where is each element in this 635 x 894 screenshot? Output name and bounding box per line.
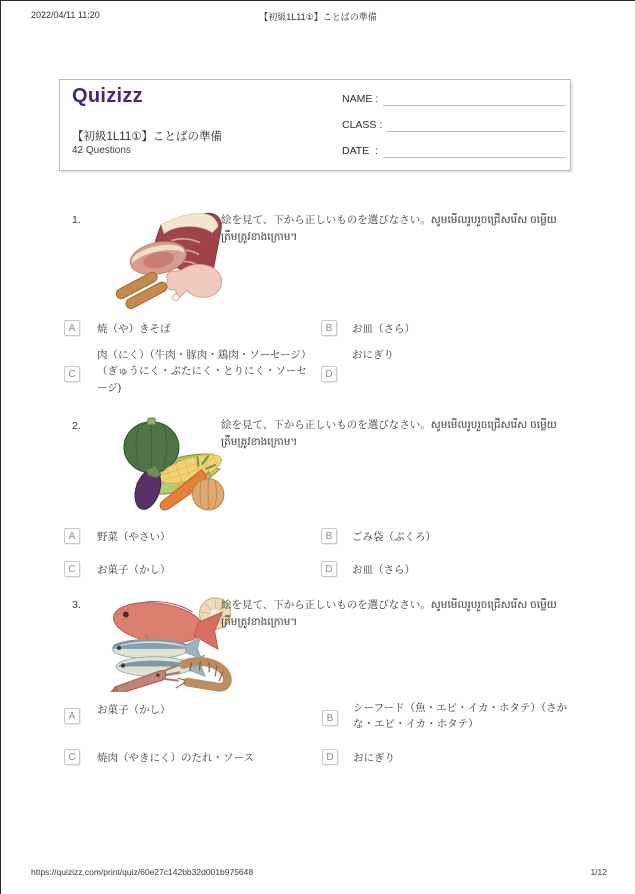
question-3-prompt: 絵を見て、下から正しいものを選びなさい。សូមមើលរូបរួចជ្រើសរើស ចម្លើយត្រឹមត្រូវខាងក្រោម។ [221, 599, 557, 628]
print-footer-url: https://quizizz.com/print/quiz/60e27c142bb32d001b975648 [31, 867, 254, 877]
vegetables-illustration [107, 415, 235, 513]
question-1-option-c-text: 肉（にく）（牛肉・豚肉・鶏肉・ソーセージ）（ぎゅうにく・ぶたにく・とりにく・ソーセージ) [97, 349, 307, 394]
question-3-option-a-letter: A [64, 708, 80, 724]
date-write-line [383, 148, 565, 158]
question-1-option-b-letter: B [321, 320, 337, 336]
question-2-number: 2. [72, 420, 81, 432]
class-write-line [387, 122, 565, 132]
question-3-option-c-text: 焼肉（やきにく）のたれ・ソース [97, 752, 254, 764]
class-label: CLASS : [342, 118, 383, 131]
meat-illustration [107, 211, 235, 309]
question-1-option-d-text: おにぎり [352, 349, 394, 361]
question-1-option-d-letter: D [321, 366, 337, 382]
question-1-option-a-text: 焼（や）きそば [97, 323, 171, 335]
print-timestamp: 2022/04/11 11:20 [31, 10, 100, 20]
question-2-option-b-text: ごみ袋（ぶくろ） [352, 531, 436, 543]
question-2-prompt: 絵を見て、下から正しいものを選びなさい。សូមមើលរូបរួចជ្រើសរើស ចម្លើយត្រឹមត្រូវខាងក្រោម។ [221, 419, 557, 448]
quizizz-logo: Quizizz [72, 85, 143, 107]
question-3-option-d-letter: D [322, 749, 338, 765]
question-2-option-d-text: お皿（さら） [352, 564, 415, 576]
name-field-row [342, 90, 565, 106]
question-2-option-d-letter: D [321, 561, 337, 577]
seafood-illustration [107, 594, 235, 692]
question-2-option-c-text: お菓子（かし） [97, 564, 171, 576]
question-2-option-c-letter: C [64, 561, 80, 577]
question-2-option-a-letter: A [64, 528, 80, 544]
question-3-option-d-text: おにぎり [353, 752, 395, 764]
question-2-option-a-text: 野菜（やさい） [97, 531, 171, 543]
question-1-number: 1. [72, 214, 81, 226]
date-label: DATE : [342, 144, 378, 157]
name-write-line [383, 96, 565, 106]
page-indicator: 1/12 [590, 867, 607, 877]
question-3-option-c-letter: C [64, 749, 80, 765]
question-2-option-b-letter: B [321, 528, 337, 544]
class-field-row [342, 116, 565, 132]
question-1-option-a-letter: A [64, 320, 80, 336]
quiz-header-card [59, 79, 571, 171]
question-3-option-b-letter: B [322, 710, 338, 726]
question-3-option-a-text: お菓子（かし） [97, 704, 171, 716]
question-3-option-b-text: シーフード（魚・エビ・イカ・ホタテ）（さかな・エビ・イカ・ホタテ） [353, 702, 568, 731]
question-1-option-b-text: お皿（さら） [352, 323, 415, 335]
question-1-prompt: 絵を見て、下から正しいものを選びなさい。សូមមើលរូបរួចជ្រើសរើស ចម្លើយត្រឹមត្រូវខាងក្រោម។ [221, 214, 557, 243]
question-3-number: 3. [72, 599, 81, 611]
question-1-option-c-letter: C [64, 366, 80, 382]
date-field-row [342, 142, 565, 158]
question-count: 42 Questions [72, 145, 131, 156]
name-label: NAME : [342, 92, 379, 105]
quiz-title: 【初級1L11①】ことばの準備 [72, 131, 223, 143]
print-document-title: 【初級1L11①】ことばの準備 [259, 12, 377, 22]
